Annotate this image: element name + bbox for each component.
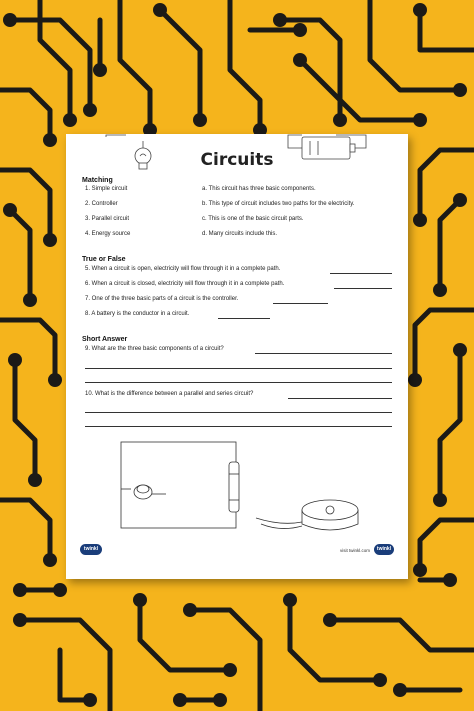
matching-definition: a. This circuit has three basic components. — [202, 186, 316, 192]
short-answer-question: 10. What is the difference between a parallel and series circuit? — [85, 391, 254, 397]
matching-definition: c. This is one of the basic circuit parts. — [202, 216, 304, 222]
answer-line[interactable] — [85, 412, 392, 413]
answer-line[interactable] — [334, 288, 392, 289]
answer-line[interactable] — [85, 426, 392, 427]
true-false-item: 5. When a circuit is open, electricity will flow through it in a complete path. — [85, 266, 281, 272]
true-false-item: 8. A battery is the conductor in a circuit. — [85, 311, 190, 317]
short-answer-heading: Short Answer — [82, 336, 128, 343]
true-false-item: 6. When a circuit is closed, electricity will flow through it in a complete path. — [85, 281, 285, 287]
answer-line[interactable] — [218, 318, 270, 319]
true-false-item: 7. One of the three basic parts of a circuit is the controller. — [85, 296, 239, 302]
matching-heading: Matching — [82, 177, 113, 184]
twinkl-logo: twinkl — [80, 544, 102, 555]
answer-line[interactable] — [288, 398, 392, 399]
matching-term: 1. Simple circuit — [85, 186, 128, 192]
answer-line[interactable] — [85, 382, 392, 383]
matching-term: 2. Controller — [85, 201, 118, 207]
answer-line[interactable] — [255, 353, 392, 354]
matching-term: 4. Energy source — [85, 231, 131, 237]
true-false-heading: True or False — [82, 256, 126, 263]
answer-line[interactable] — [273, 303, 328, 304]
matching-definition: b. This type of circuit includes two paths for the electricity. — [202, 201, 355, 207]
footer-url: visit twinkl.com — [339, 548, 370, 553]
matching-definition: d. Many circuits include this. — [202, 231, 278, 237]
answer-line[interactable] — [85, 368, 392, 369]
battery-icon — [229, 462, 239, 512]
twinkl-logo: twinkl — [374, 544, 394, 555]
short-answer-question: 9. What are the three basic components of a circuit? — [85, 346, 224, 352]
matching-term: 3. Parallel circuit — [85, 216, 130, 222]
switch-icon — [134, 485, 152, 499]
buzzer-icon — [256, 500, 358, 530]
worksheet-page — [66, 134, 408, 579]
answer-line[interactable] — [330, 273, 392, 274]
page-title: Circuits — [200, 150, 274, 170]
circuit-diagram-illustration — [106, 434, 366, 546]
